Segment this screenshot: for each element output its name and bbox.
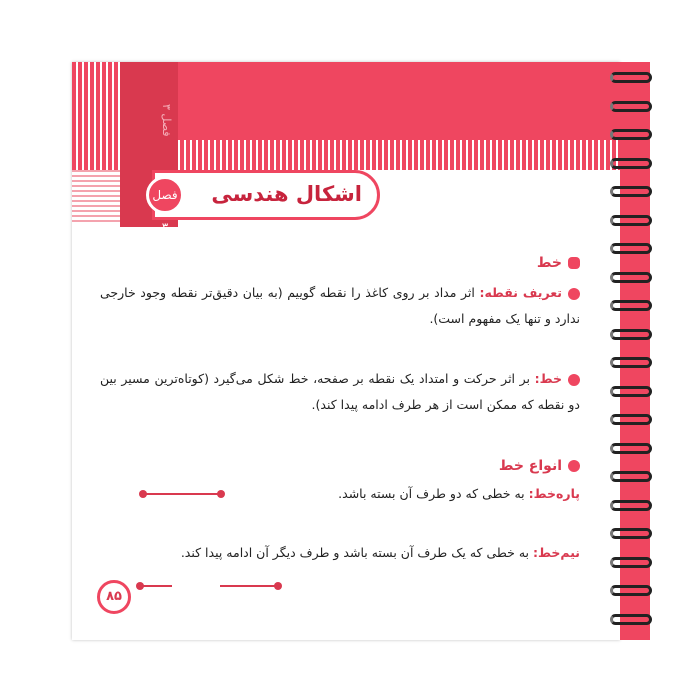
segment-endpoint-right: [217, 490, 225, 498]
bullet-icon: [568, 288, 580, 300]
spiral-ring: [610, 585, 652, 596]
term-segment: پاره‌خط:: [528, 486, 580, 501]
segment-endpoint-left: [139, 490, 147, 498]
section-heading: خط: [537, 255, 580, 271]
spiral-ring: [610, 357, 652, 368]
spiral-ring: [610, 158, 652, 169]
spiral-ring: [610, 186, 652, 197]
spiral-ring: [610, 443, 652, 454]
spiral-ring: [610, 101, 652, 112]
term-ray: نیم‌خط:: [533, 545, 580, 560]
spiral-ring: [610, 329, 652, 340]
text-ray: به خطی که یک طرف آن بسته باشد و طرف دیگر آن ادامه پیدا کند.: [180, 545, 533, 560]
page-title: اشکال هندسی: [211, 182, 362, 206]
spiral-ring: [610, 557, 652, 568]
spiral-ring: [610, 300, 652, 311]
ray-endpoint-right: [274, 582, 282, 590]
ray-diagram: [132, 580, 292, 592]
section-bullet-icon: [568, 257, 580, 269]
book-page: [72, 62, 620, 640]
text-segment: به خطی که دو طرف آن بسته باشد.: [338, 486, 529, 501]
segment-diagram: [137, 488, 227, 500]
page-number: ۸۵: [97, 580, 131, 614]
spiral-ring: [610, 386, 652, 397]
spiral-spine: [620, 62, 650, 640]
spiral-ring: [610, 129, 652, 140]
bullet-icon: [568, 374, 580, 386]
text-point: اثر مداد بر روی کاغذ را نقطه گوییم (به بیان دقیق‌تر نقطه وجود خارجی ندارد و تنها یک مفهوم است).: [100, 285, 580, 326]
spiral-ring: [610, 414, 652, 425]
spiral-ring: [610, 72, 652, 83]
term-point: تعریف نقطه:: [479, 285, 562, 300]
spiral-ring: [610, 272, 652, 283]
text-line: بر اثر حرکت و امتداد یک نقطه بر صفحه، خط شکل می‌گیرد (کوتاه‌ترین مسیر بین دو نقطه که ممکن است از هر طرف ادامه پیدا کند).: [100, 371, 580, 412]
spiral-ring: [610, 243, 652, 254]
types-heading: انواع خط: [499, 458, 580, 474]
chapter-badge: فصل ۳: [146, 176, 184, 214]
chapter-tab-label: فصل ۳: [160, 103, 173, 137]
definition-point: [100, 280, 580, 332]
page-content: [72, 62, 620, 640]
bullet-icon: [568, 460, 580, 472]
term-line: خط:: [534, 371, 562, 386]
spiral-ring: [610, 215, 652, 226]
spiral-ring: [610, 471, 652, 482]
spiral-ring: [610, 614, 652, 625]
spiral-ring: [610, 500, 652, 511]
spiral-ring: [610, 528, 652, 539]
definition-ray: [100, 540, 580, 566]
definition-line: [100, 366, 580, 418]
